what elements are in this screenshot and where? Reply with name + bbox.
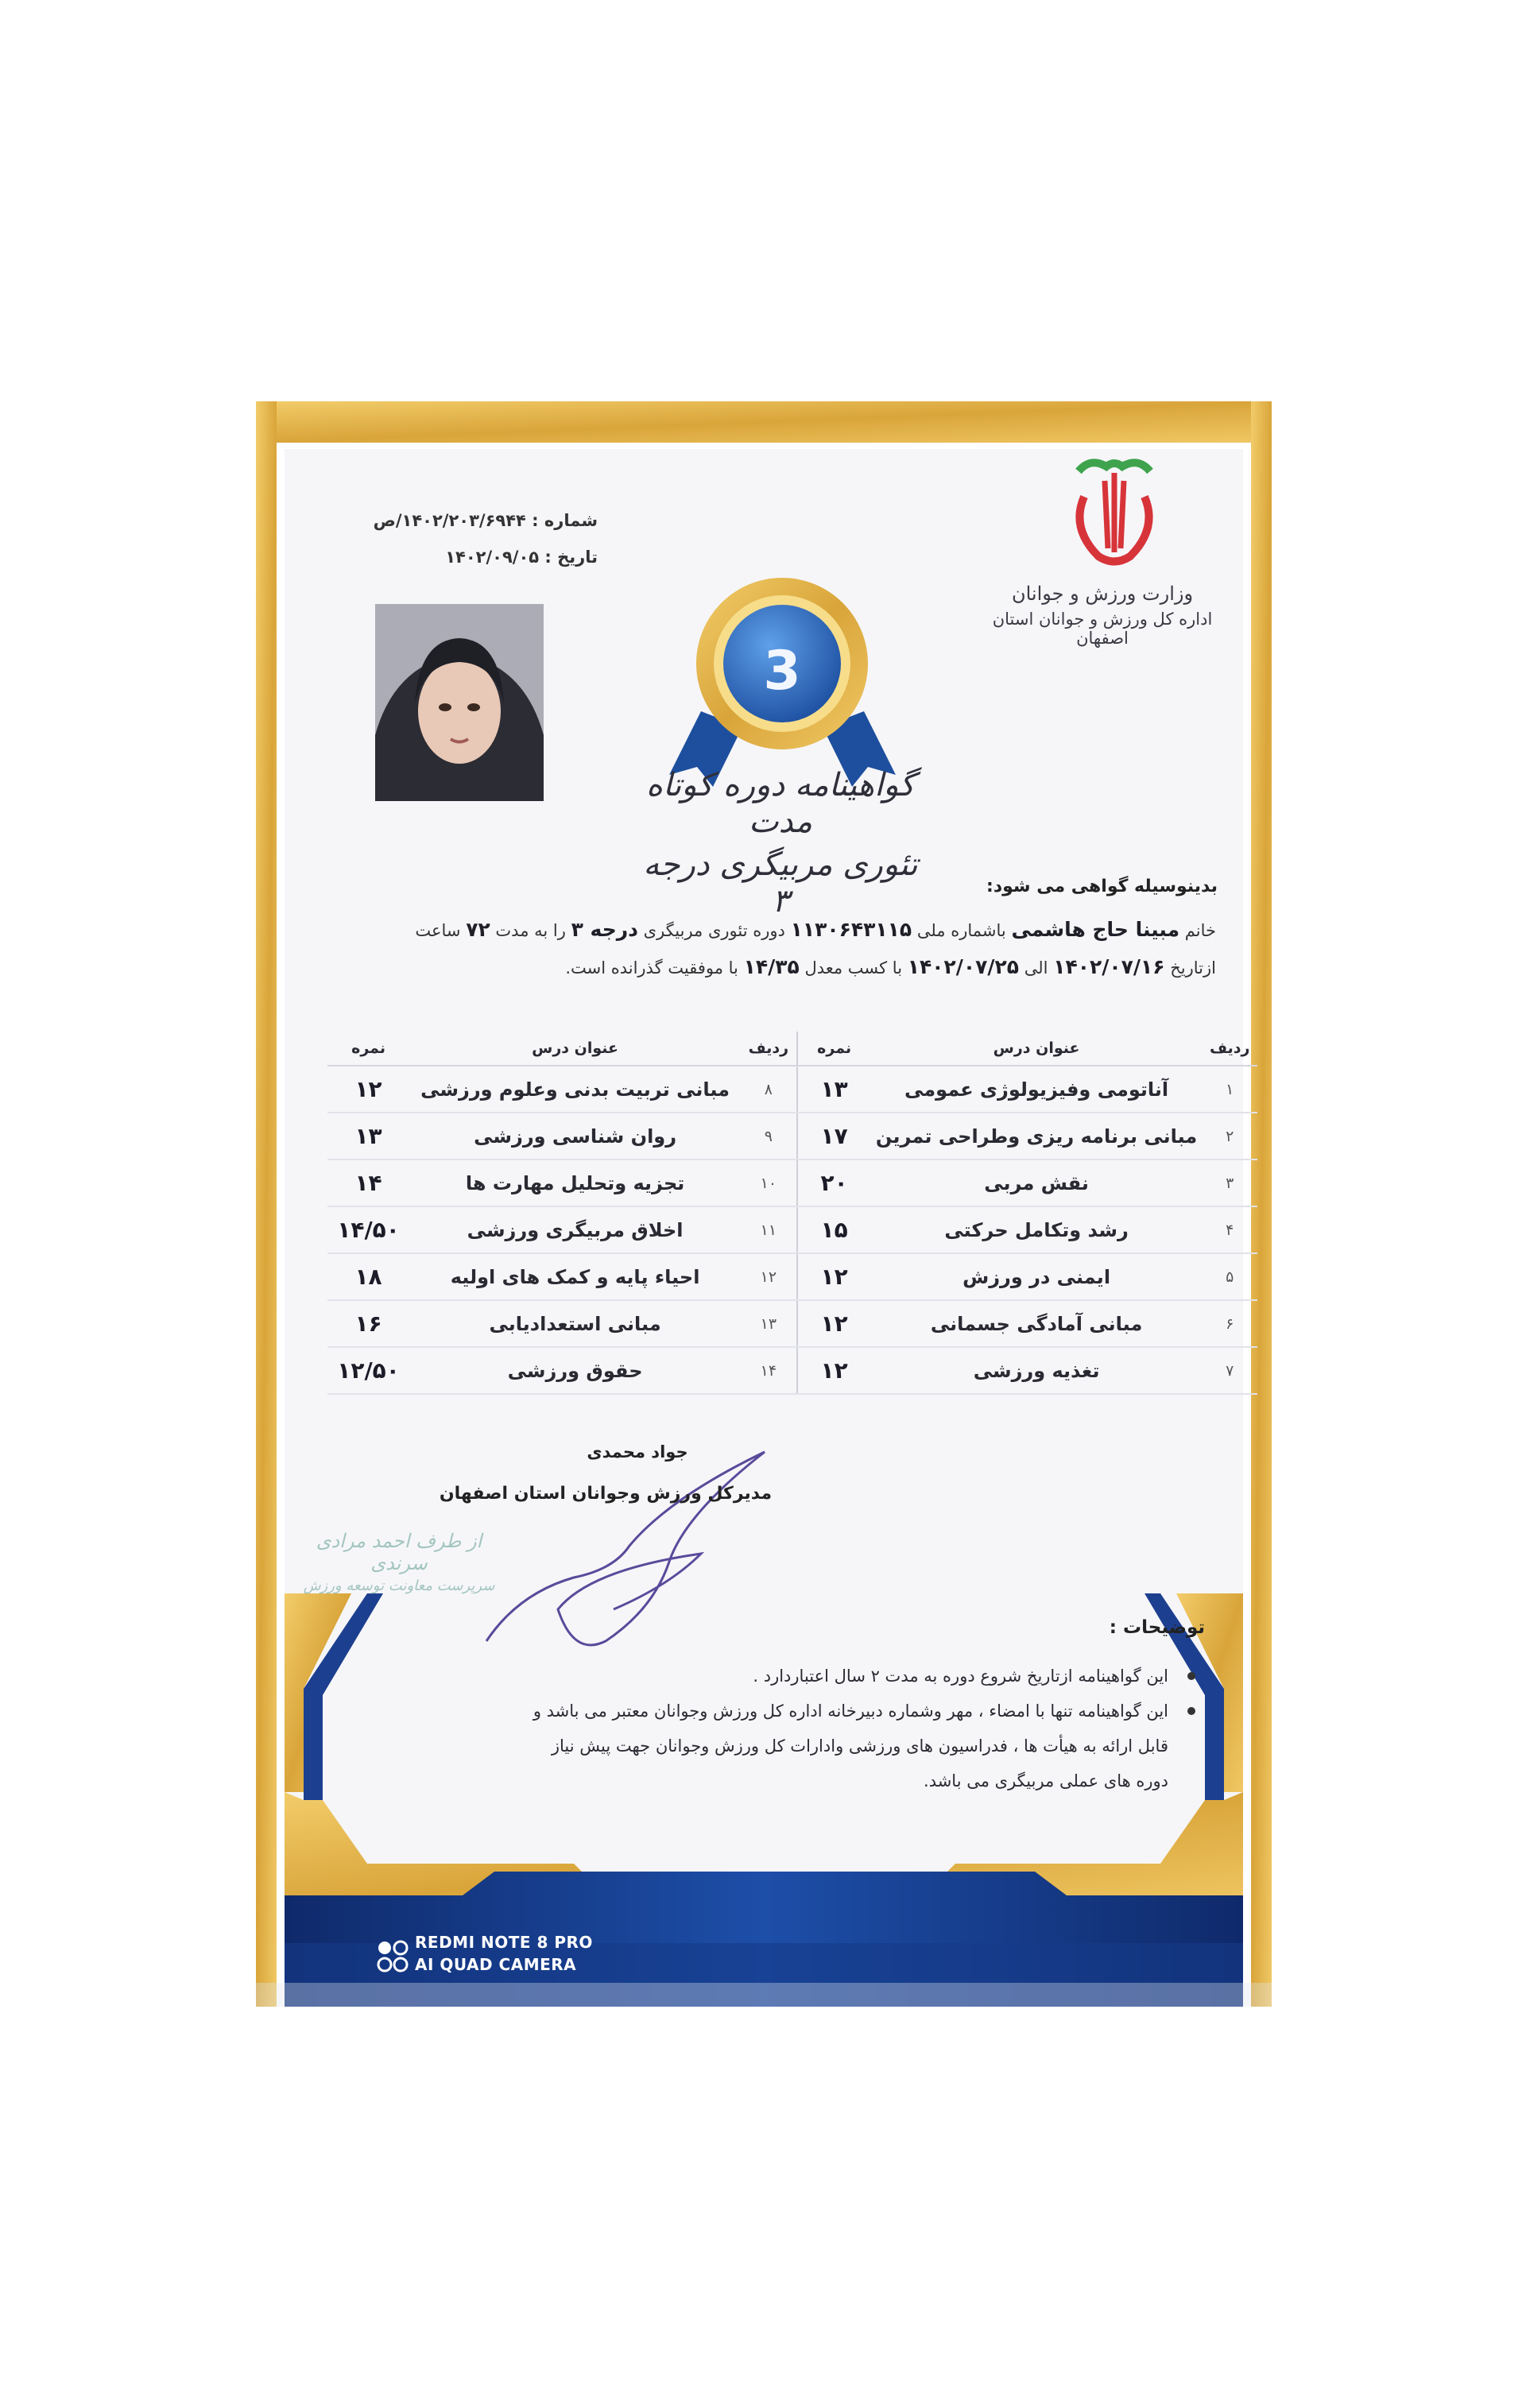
deputy-stamp (300, 1530, 498, 1594)
text-fragment: را به مدت (495, 921, 566, 940)
row-number: ۲ (1203, 1113, 1257, 1159)
text-fragment: با موفقیت گذرانده است. (565, 958, 738, 978)
course-title: احیاء پایه و کمک های اولیه (409, 1253, 741, 1300)
student-photo (375, 604, 544, 801)
course-title: مبانی تربیت بدنی وعلوم ورزشی (409, 1066, 741, 1113)
course-title: مبانی برنامه ریزی وطراحی تمرین (871, 1113, 1203, 1159)
text-fragment: باشماره ملی (916, 921, 1006, 940)
row-number: ۴ (1203, 1206, 1257, 1253)
course-end-date: ۱۴۰۲/۰۷/۲۵ (907, 955, 1020, 978)
course-title: حقوق ورزشی (409, 1347, 741, 1394)
ministry-department: اداره کل ورزش و جوانان استان اصفهان (992, 610, 1213, 648)
signatory-name: جواد محمدی (587, 1442, 688, 1461)
row-number: ۸ (741, 1066, 797, 1113)
certificate-title (637, 767, 924, 919)
row-number: ۹ (741, 1113, 797, 1159)
course-title: رشد وتکامل حرکتی (871, 1206, 1203, 1253)
row-number: ۱۴ (741, 1347, 797, 1394)
course-title: تجزیه وتحلیل مهارت ها (409, 1159, 741, 1206)
medal-number: 3 (763, 640, 801, 703)
notes-heading: توضیحات : (1109, 1617, 1205, 1638)
table-row (327, 1206, 1257, 1253)
course-title: ایمنی در ورزش (871, 1253, 1203, 1300)
table-row (327, 1159, 1257, 1206)
course-grade: ۱۳ (327, 1113, 409, 1159)
text-fragment: الی (1024, 958, 1048, 978)
course-grade: ۱۲ (797, 1300, 871, 1347)
watermark-line-2: AI QUAD CAMERA (415, 1955, 577, 1974)
national-id: ۱۱۳۰۶۴۳۱۱۵ (790, 918, 912, 941)
camera-watermark (415, 1931, 593, 1976)
course-grade: ۱۵ (797, 1206, 871, 1253)
course-title: مبانی استعدادیابی (409, 1300, 741, 1347)
course-grade: ۱۲ (327, 1066, 409, 1113)
body-line-2 (310, 951, 1216, 984)
table-row (327, 1113, 1257, 1159)
ministry-name: وزارت ورزش و جوانان (1011, 583, 1194, 605)
certificate-number: شماره : ۱۴۰۲/۲۰۳/۶۹۴۴/ص (373, 511, 598, 530)
certificate-photo (256, 401, 1272, 2007)
table-row (327, 1300, 1257, 1347)
text-fragment: دوره تئوری مربیگری (643, 921, 785, 940)
course-title: نقش مربی (871, 1159, 1203, 1206)
header-course-title: عنوان درس (871, 1032, 1203, 1066)
course-grade: ۱۷ (797, 1113, 871, 1159)
top-gold-border (256, 401, 1272, 443)
row-number: ۱۳ (741, 1300, 797, 1347)
course-grade: ۱۲ (797, 1347, 871, 1394)
text-fragment: با کسب معدل (804, 958, 903, 978)
body-line-1 (310, 914, 1216, 947)
header-row-number: ردیف (741, 1032, 797, 1066)
table-row (327, 1253, 1257, 1300)
course-grade: ۱۲ (797, 1253, 871, 1300)
average-grade: ۱۴/۳۵ (743, 955, 800, 978)
course-title: تغذیه ورزشی (871, 1347, 1203, 1394)
course-title: مبانی آمادگی جسمانی (871, 1300, 1203, 1347)
row-number: ۱۱ (741, 1206, 797, 1253)
header-grade: نمره (327, 1032, 409, 1066)
certify-statement: بدینوسیله گواهی می شود: (986, 877, 1218, 896)
stamp-line-1: از طرف احمد مرادی سرندی (316, 1530, 482, 1574)
row-number: ۳ (1203, 1159, 1257, 1206)
left-gold-border (256, 401, 277, 2007)
course-grade: ۱۲/۵۰ (327, 1347, 409, 1394)
course-grade: ۱۴/۵۰ (327, 1206, 409, 1253)
notes-list (374, 1659, 1168, 1798)
certificate-title-line1: گواهینامه دوره کوتاه مدت (646, 767, 915, 840)
table-row (327, 1347, 1257, 1394)
row-number: ۱ (1203, 1066, 1257, 1113)
course-grade: ۱۳ (797, 1066, 871, 1113)
course-title: اخلاق مربیگری ورزشی (409, 1206, 741, 1253)
certificate-date: تاریخ : ۱۴۰۲/۰۹/۰۵ (445, 548, 598, 567)
course-grade: ۱۶ (327, 1300, 409, 1347)
signatory-role: مدیرکل ورزش وجوانان استان اصفهان (439, 1484, 773, 1504)
camera-logo-icon (377, 1939, 409, 1974)
certificate-title-line2: تئوری مربیگری درجه ۳ (643, 846, 918, 919)
text-fragment: ازتاریخ (1170, 958, 1216, 978)
course-grade: ۱۴ (327, 1159, 409, 1206)
note-item-continuation: قابل ارائه به هیأت ها ، فدراسیون های ورزشی وادارات کل ورزش وجوانان جهت پیش نیاز (551, 1736, 1168, 1756)
row-number: ۱۲ (741, 1253, 797, 1300)
row-number: ۶ (1203, 1300, 1257, 1347)
table-header-row (327, 1032, 1257, 1066)
course-grade: ۱۸ (327, 1253, 409, 1300)
text-fragment: خانم (1184, 921, 1216, 940)
grades-table (327, 1032, 1257, 1395)
header-row-number: ردیف (1203, 1032, 1257, 1066)
note-item: این گواهینامه تنها با امضاء ، مهر وشماره دبیرخانه اداره کل ورزش وجوانان معتبر می باشد و (374, 1694, 1168, 1729)
student-name: مبینا حاج هاشمی (1011, 918, 1180, 941)
course-title: آناتومی وفیزیولوژی عمومی (871, 1066, 1203, 1113)
text-fragment: ساعت (415, 921, 461, 940)
note-item-continuation: دوره های عملی مربیگری می باشد. (924, 1771, 1168, 1791)
note-item: این گواهینامه ازتاریخ شروع دوره به مدت ۲ سال اعتباردارد . (374, 1659, 1168, 1694)
course-grade: ۲۰ (797, 1159, 871, 1206)
table-row (327, 1066, 1257, 1113)
course-hours: ۷۲ (466, 918, 490, 941)
course-title: روان شناسی ورزشی (409, 1113, 741, 1159)
row-number: ۷ (1203, 1347, 1257, 1394)
row-number: ۱۰ (741, 1159, 797, 1206)
stamp-line-2: سرپرست معاونت توسعه ورزش (303, 1578, 495, 1594)
row-number: ۵ (1203, 1253, 1257, 1300)
course-start-date: ۱۴۰۲/۰۷/۱۶ (1053, 955, 1165, 978)
ministry-heading (971, 583, 1234, 648)
header-grade: نمره (797, 1032, 871, 1066)
watermark-line-1: REDMI NOTE 8 PRO (415, 1933, 593, 1952)
course-grade-level: درجه ۳ (571, 918, 638, 941)
header-course-title: عنوان درس (409, 1032, 741, 1066)
